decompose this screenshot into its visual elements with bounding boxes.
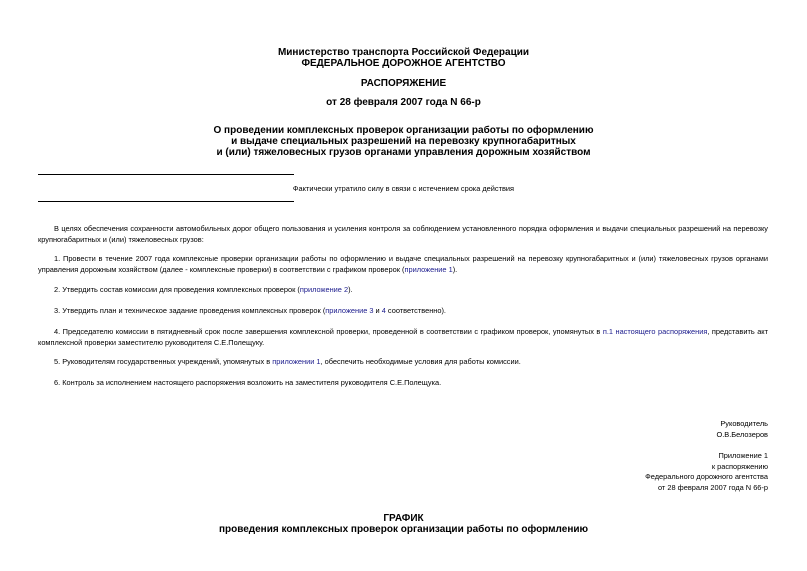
clause-1-link[interactable]: п.1 настоящего распоряжения — [602, 327, 708, 336]
doc-title-line: и (или) тяжеловесных грузов органами управления дорожным хозяйством — [216, 147, 591, 158]
item-1-end: ). — [452, 264, 458, 274]
item-6-paragraph — [38, 378, 768, 389]
item-5-paragraph — [38, 357, 768, 368]
agency-name: ФЕДЕРАЛЬНОЕ ДОРОЖНОЕ АГЕНТСТВО — [301, 58, 506, 69]
item-3-end: соответственно). — [385, 306, 446, 315]
item-5-end: , обеспечить необходимые условия для работы комиссии. — [320, 357, 521, 366]
appendix-1-ref-link[interactable]: приложении 1 — [272, 357, 321, 366]
item-1-paragraph — [38, 254, 768, 275]
item-3-text: 3. Утвердить план и техническое задание проведения комплексных проверок ( — [54, 306, 326, 315]
preamble-paragraph — [38, 224, 768, 245]
doc-date: от 28 февраля 2007 года N 66-р — [326, 97, 481, 108]
ministry-name: Министерство транспорта Российской Федерации — [277, 47, 530, 58]
doc-type: РАСПОРЯЖЕНИЕ — [360, 78, 447, 89]
header-block — [0, 47, 807, 69]
appendix-3-link[interactable]: приложение 3 — [325, 306, 374, 315]
appendix-4-link[interactable]: 4 — [381, 306, 386, 315]
appendix-reference — [645, 451, 768, 493]
appendix-ref-line: к распоряжению — [711, 461, 768, 471]
doc-title — [0, 125, 807, 158]
item-6-text: 6. Контроль за исполнением настоящего распоряжения возложить на заместителя руководителя С.Е.Полещука. — [54, 378, 442, 387]
schedule-heading — [0, 513, 807, 535]
signature-role: Руководитель — [720, 419, 768, 428]
item-3-paragraph — [38, 306, 768, 317]
divider-top — [38, 174, 294, 175]
item-2-end: ). — [348, 285, 353, 294]
item-2-text: 2. Утвердить состав комиссии для проведения комплексных проверок ( — [54, 285, 300, 294]
doc-title-line: и выдаче специальных разрешений на перевозку крупногабаритных — [231, 136, 576, 147]
divider-bottom — [38, 201, 294, 202]
doc-title-line: О проведении комплексных проверок организации работы по оформлению — [213, 125, 594, 136]
appendix-2-link[interactable]: приложение 2 — [299, 285, 349, 294]
item-4-end: , представить акт комплексной проверки заместителю руководителя С.Е.Полещуку. — [38, 327, 769, 347]
item-2-paragraph — [38, 285, 768, 296]
item-3-and: и — [373, 306, 382, 315]
schedule-subtitle: проведения комплексных проверок организации работы по оформлению — [218, 524, 589, 535]
item-1-text: 1. Провести в течение 2007 года комплексные проверки организации работы по оформлению и выдаче специальных разрешений на перевозку крупногабаритных и (или) тяжеловесных грузов органами управления дорожным хозяйством (далее - комплексные проверки) в соответствии с графиком проверок ( — [38, 254, 768, 274]
preamble-text: В целях обеспечения сохранности автомобильных дорог общего пользования и усиления контроля за соблюдением установленного порядка оформления и выдачи специальных разрешений на перевозку крупногабаритных и (или) тяжеловесных грузов: — [38, 224, 768, 244]
item-5-text: 5. Руководителям государственных учреждений, упомянутых в — [54, 357, 273, 366]
item-4-text: 4. Председателю комиссии в пятидневный срок после завершения комплексной проверки, проведенной в соответствии с графиком проверок, упомянутых в — [54, 327, 603, 336]
signature-block — [717, 419, 769, 440]
appendix-ref-line: Федерального дорожного агентства — [645, 472, 768, 482]
item-4-paragraph — [38, 327, 768, 348]
status-note: Фактически утратило силу в связи с истечением срока действия — [292, 184, 515, 193]
signature-name: О.В.Белозеров — [716, 429, 768, 439]
schedule-title: ГРАФИК — [383, 513, 424, 524]
appendix-ref-line: от 28 февраля 2007 года N 66-р — [657, 482, 768, 492]
appendix-1-link[interactable]: приложение 1 — [404, 264, 453, 274]
appendix-ref-line: Приложение 1 — [718, 451, 768, 460]
